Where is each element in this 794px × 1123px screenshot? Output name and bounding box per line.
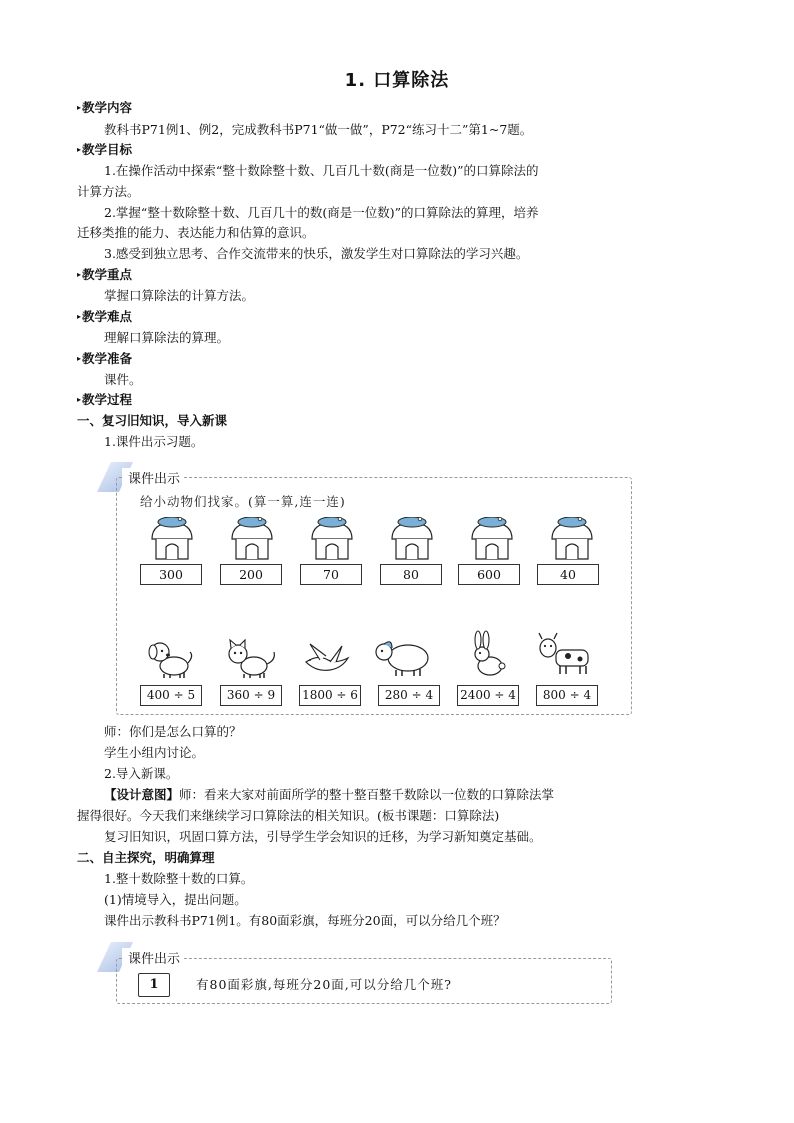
courseware-tab: 课件出示 <box>122 468 184 487</box>
design-intent-label: 【设计意图】 <box>104 787 180 802</box>
example-text: 有80面彩旗,每班分20面,可以分给几个班? <box>196 977 452 992</box>
key-text: 掌握口算除法的计算方法。 <box>104 288 255 303</box>
goal-2a: 2.掌握“整十数除整十数、几百几十的数(商是一位数)”的口算除法的算理，培养 <box>104 205 539 220</box>
part2-heading: 二、自主探究，明确算理 <box>77 850 215 865</box>
division-expression: 400 ÷ 5 <box>140 685 202 706</box>
design-intent-line3: 复习旧知识，巩固口算方法，引导学生学会知识的迁移，为学习新知奠定基础。 <box>104 829 542 844</box>
heading-goals: ▸ 教学目标 <box>77 140 132 160</box>
design-intent-text: 师：看来大家对前面所学的整十整百整千数除以一位数的口算除法掌 <box>179 787 555 802</box>
design-intent-line1 <box>104 785 554 805</box>
house-number: 80 <box>380 564 442 585</box>
mushroom-house-icon <box>224 517 280 561</box>
house-number: 200 <box>220 564 282 585</box>
heading-key: ▸ 教学重点 <box>77 265 132 285</box>
cow-icon <box>534 626 598 678</box>
part2-example: 课件出示教科书P71例1。有80面彩旗，每班分20面，可以分给几个班？ <box>104 913 506 928</box>
cat-icon <box>218 630 282 682</box>
courseware-tab-2: 课件出示 <box>122 948 184 967</box>
teacher-question: 师：你们是怎么口算的？ <box>104 724 242 739</box>
division-expression: 1800 ÷ 6 <box>299 685 361 706</box>
example-number: 1 <box>138 973 170 997</box>
goal-3: 3.感受到独立思考、合作交流带来的快乐，激发学生对口算除法的学习兴趣。 <box>104 246 529 261</box>
mushroom-house-icon <box>144 517 200 561</box>
house-number: 600 <box>458 564 520 585</box>
heading-prep: ▸ 教学准备 <box>77 349 132 369</box>
goal-2b: 迁移类推的能力、表达能力和估算的意识。 <box>77 225 315 240</box>
house-number: 40 <box>537 564 599 585</box>
courseware-prompt: 给小动物们找家。(算一算,连一连) <box>140 494 346 509</box>
page-title: 1. 口算除法 <box>344 70 450 91</box>
part2-step1: 1.整十数除整十数的口算。 <box>104 871 254 886</box>
division-expression: 800 ÷ 4 <box>536 685 598 706</box>
part1-step1: 1.课件出示习题。 <box>104 434 204 449</box>
mushroom-house-icon <box>464 517 520 561</box>
part1-heading: 一、复习旧知识，导入新课 <box>77 413 228 428</box>
difficulty-text: 理解口算除法的算理。 <box>104 330 230 345</box>
student-discuss: 学生小组内讨论。 <box>104 745 205 760</box>
heading-content: ▸ 教学内容 <box>77 98 132 118</box>
rabbit-icon <box>456 628 520 680</box>
mushroom-house-icon <box>544 517 600 561</box>
house-number: 70 <box>300 564 362 585</box>
bird-icon <box>296 630 360 682</box>
step-2: 2.导入新课。 <box>104 766 179 781</box>
goal-1a: 1.在操作活动中探索“整十数除整十数、几百几十数(商是一位数)”的口算除法的 <box>104 163 539 178</box>
division-expression: 2400 ÷ 4 <box>457 685 519 706</box>
content-text: 教科书P71例1、例2，完成教科书P71“做一做”，P72“练习十二”第1~7题。 <box>104 122 533 137</box>
prep-text: 课件。 <box>104 372 142 387</box>
mushroom-house-icon <box>384 517 440 561</box>
house-number: 300 <box>140 564 202 585</box>
dog-icon <box>138 630 202 682</box>
design-intent-line2: 握得很好。今天我们来继续学习口算除法的相关知识。(板书课题：口算除法) <box>77 808 500 823</box>
goal-1b: 计算方法。 <box>77 184 140 199</box>
part2-substep1: (1)情境导入，提出问题。 <box>104 892 247 907</box>
heading-process: ▸ 教学过程 <box>77 390 132 410</box>
division-expression: 360 ÷ 9 <box>220 685 282 706</box>
mushroom-house-icon <box>304 517 360 561</box>
sheep-icon <box>370 628 434 680</box>
division-expression: 280 ÷ 4 <box>378 685 440 706</box>
heading-difficulty: ▸ 教学难点 <box>77 307 132 327</box>
